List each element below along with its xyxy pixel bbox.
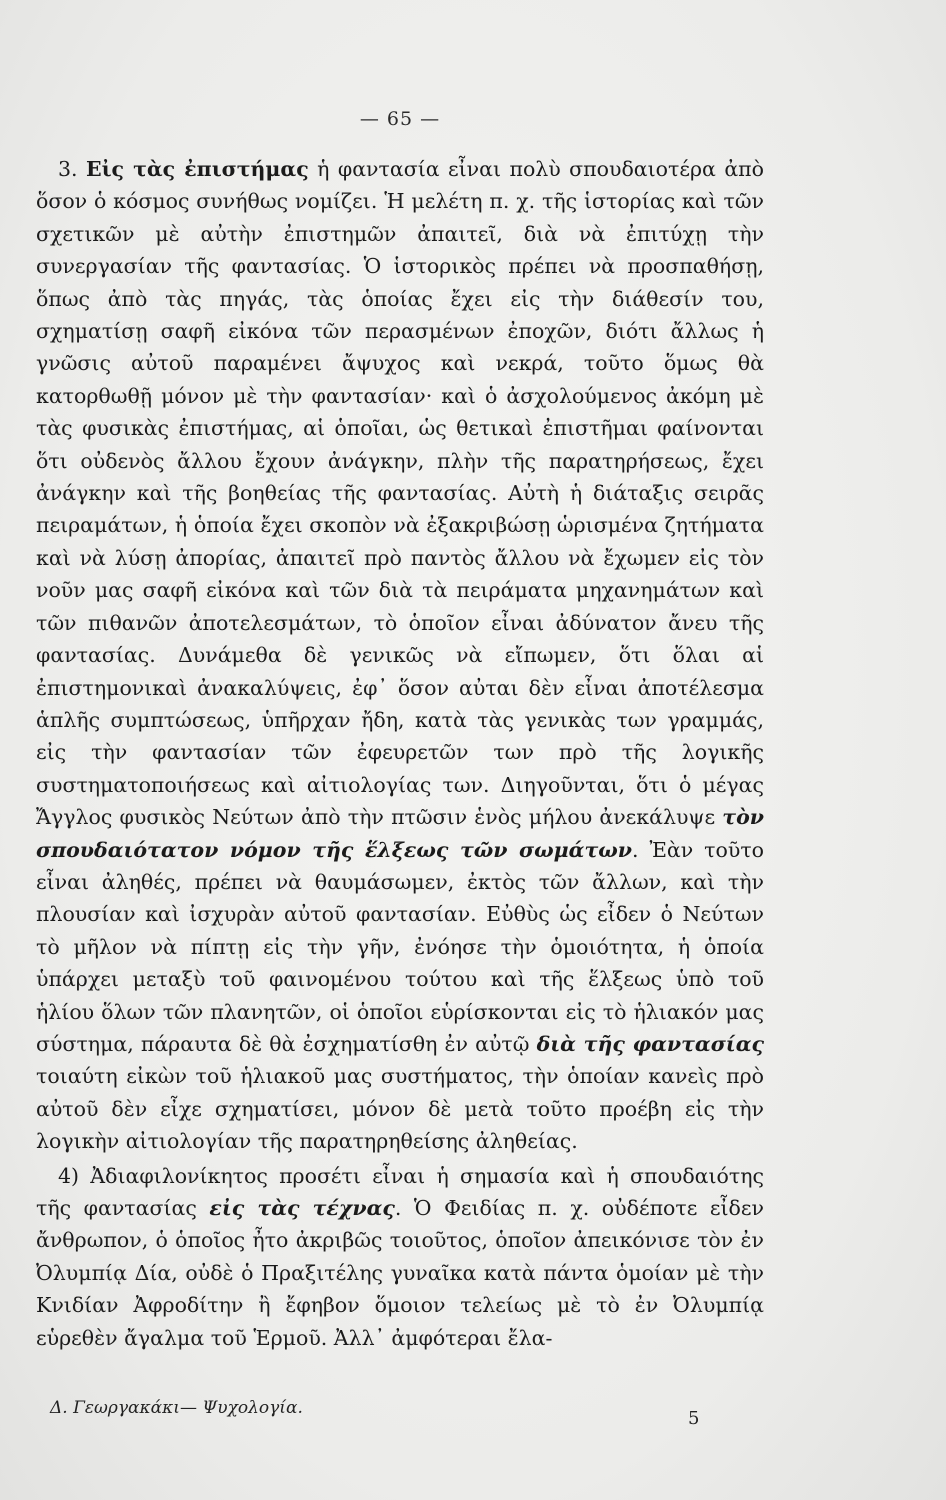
paragraph-text: τοιαύτη εἰκὼν τοῦ ἡλιακοῦ μας συστήματος, τὴν ὁποίαν κανεὶς πρὸ αὐτοῦ δὲν εἶχε σχηματίσει, μόνον δὲ μετὰ τοῦτο προέβη εἰς τὴν λογικὴν αἰτιολογίαν τῆς παρατηρηθείσης ἀληθείας.	[36, 1064, 764, 1154]
paragraph-text: 3.	[58, 157, 87, 181]
body-text	[36, 153, 764, 1354]
sheet-mark: 5	[688, 1408, 700, 1429]
footer-signature: Δ. Γεωργακάκι— Ψυχολογία.	[50, 1398, 303, 1418]
paragraph-text: 4) Ἀδιαφιλονίκητος προσέτι εἶναι ἡ σημασία καὶ ἡ σπουδαιότης τῆς φαντασίας	[36, 1163, 764, 1220]
paragraph-text: ἡ φαντασία εἶναι πολὺ σπουδαιοτέρα ἀπὸ ὅσον ὁ κόσμος συνήθως νομίζει. Ἡ μελέτη π. χ. τῆς ἱστορίας καὶ τῶν σχετικῶν μὲ αὐτὴν ἐπιστημῶν ἀπαιτεῖ, διὰ νὰ ἐπιτύχῃ τὴν συνεργασίαν τῆς φαντασίας. Ὁ ἱστορικὸς πρέπει νὰ προσπαθήσῃ, ὅπως ἀπὸ τὰς πηγάς, τὰς ὁποίας ἔχει εἰς τὴν διάθεσίν του, σχηματίσῃ σαφῆ εἰκόνα τῶν περασμένων ἐποχῶν, διότι ἄλλως ἡ γνῶσις αὐτοῦ παραμένει ἄψυχος καὶ νεκρά, τοῦτο ὅμως θὰ κατορθωθῇ μόνον μὲ τὴν φαντασίαν· καὶ ὁ ἀσχολούμενος ἀκόμη μὲ τὰς φυσικὰς ἐπιστήμας, αἱ ὁποῖαι, ὡς θετικαὶ ἐπιστῆμαι φαίνονται ὅτι οὐδενὸς ἄλλου ἔχουν ἀνάγκην, πλὴν τῆς παρατηρήσεως, ἔχει ἀνάγκην καὶ τῆς βοηθείας τῆς φαντασίας. Αὐτὴ ἡ διάταξις σειρᾶς πειραμάτων, ἡ ὁποία ἔχει σκοπὸν νὰ ἐξακριβώσῃ ὡρισμένα ζητήματα καὶ νὰ λύσῃ ἀπορίας, ἀπαιτεῖ πρὸ παντὸς ἄλλου νὰ ἔχωμεν εἰς τὸν νοῦν μας σαφῆ εἰκόνα καὶ τῶν διὰ τὰ πειράματα μηχανημάτων καὶ τῶν πιθανῶν ἀποτελεσμάτων, τὸ ὁποῖον εἶναι ἀδύνατον ἄνευ τῆς φαντασίας. Δυνάμεθα δὲ γενικῶς νὰ εἴπωμεν, ὅτι ὅλαι αἱ ἐπιστημονικαὶ ἀνακαλύψεις, ἐφ᾽ ὅσον αὐται δὲν εἶναι ἀποτέλεσμα ἁπλῆς συμπτώσεως, ὑπῆρχαν ἤδη, κατὰ τὰς γενικὰς των γραμμάς, εἰς τὴν φαντασίαν τῶν ἐφευρετῶν των πρὸ τῆς λογικῆς συστηματοποιήσεως καὶ αἰτιολογίας των. Διηγοῦνται, ὅτι ὁ μέγας Ἄγγλος φυσικὸς Νεύτων ἀπὸ τὴν πτῶσιν ἑνὸς μήλου ἀνεκάλυψε	[36, 157, 764, 830]
paragraph-text: . Ἐὰν τοῦτο εἶναι ἀληθές, πρέπει νὰ θαυμάσωμεν, ἐκτὸς τῶν ἄλλων, καὶ τὴν πλουσίαν καὶ ἰσχυρὰν αὐτοῦ φαντασίαν. Εὐθὺς ὡς εἶδεν ὁ Νεύτων τὸ μῆλον νὰ πίπτῃ εἰς τὴν γῆν, ἐνόησε τὴν ὁμοιότητα, ἡ ὁποία ὑπάρχει μεταξὺ τοῦ φαινομένου τούτου καὶ τῆς ἕλξεως ὑπὸ τοῦ ἡλίου ὅλων τῶν πλανητῶν, οἱ ὁποῖοι εὑρίσκονται εἰς τὸ ἡλιακόν μας σύστημα, πάραυτα δὲ θὰ ἐσχηματίσθη ἐν αὐτῷ	[36, 837, 765, 1056]
page-number: — 65 —	[359, 108, 441, 130]
paragraph-text: . Ὁ Φειδίας π. χ. οὐδέποτε εἶδεν ἄνθρωπον, ὁ ὁποῖος ἦτο ἀκριβῶς τοιοῦτος, ὁποῖον ἀπεικόνισε τὸν ἐν Ὀλυμπίᾳ Δία, οὐδὲ ὁ Πραξιτέλης γυναῖκα κατὰ πάντα ὁμοίαν μὲ τὴν Κνιδίαν Ἀφροδίτην ἢ ἔφηβον ὅμοιον τελείως μὲ τὸ ἐν Ὀλυμπίᾳ εὑρεθὲν ἄγαλμα τοῦ Ἑρμοῦ. Ἀλλ᾽ ἀμφότεραι ἔλα-	[36, 1196, 764, 1350]
emphasis-arts: εἰς τὰς τέχνας	[209, 1196, 395, 1220]
emphasis-law-of-gravitation: τὸν σπουδαιότατον νόμον τῆς ἕλξεως τῶν σωμάτων	[36, 805, 764, 862]
emphasis-through-imagination: διὰ τῆς φαντασίας	[536, 1031, 764, 1056]
emphasis-sciences: Εἰς τὰς ἐπιστήμας	[86, 157, 309, 181]
paragraph-sciences	[36, 153, 764, 1158]
paragraph-arts	[36, 1160, 764, 1354]
